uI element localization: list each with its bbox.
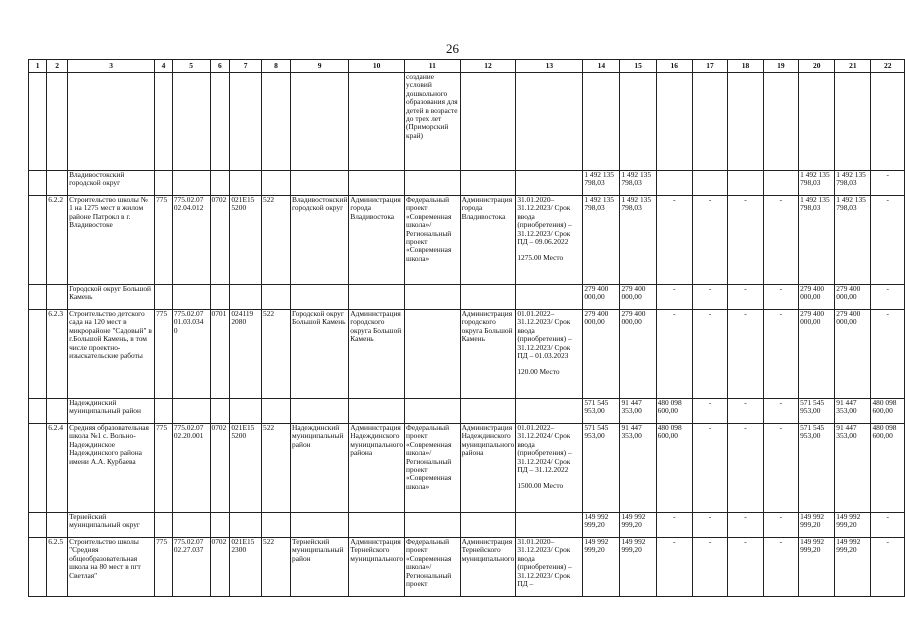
section-code: 0702 bbox=[210, 196, 230, 285]
empty-cell bbox=[210, 399, 230, 424]
program-code: 775.02.07 02.20.001 bbox=[172, 424, 210, 513]
empty-cell bbox=[405, 399, 461, 424]
terms-cell bbox=[516, 310, 583, 399]
terms-text: 31.01.2020–31.12.2023/ Срок ввода (приобретения) – 31.12.2023/ Срок ПД – 09.06.2022 bbox=[517, 195, 572, 247]
amount-cell: 91 447 353,00 bbox=[835, 399, 871, 424]
amount-cell: 91 447 353,00 bbox=[620, 399, 656, 424]
item-number: 6.2.4 bbox=[47, 424, 68, 513]
empty-cell bbox=[230, 399, 262, 424]
customer-cell: Администрация города Владивостока bbox=[349, 196, 405, 285]
project-cell: создание условий дошкольного образования для детей в возрасте до трех лет (Приморский край) bbox=[405, 73, 461, 171]
amount-cell bbox=[692, 171, 727, 196]
empty-cell bbox=[291, 513, 349, 538]
target-code: 021E15 2300 bbox=[230, 538, 262, 597]
section-code: 0702 bbox=[210, 424, 230, 513]
amount-cell: 1 492 135 798,03 bbox=[583, 196, 620, 285]
empty-cell bbox=[871, 73, 905, 171]
empty-cell bbox=[516, 73, 583, 171]
object-name: Строительство детского сада на 120 мест в микрорайоне "Садовый" в г.Большой Камень, в том числе проектно-изыскательские работы bbox=[68, 310, 155, 399]
municipality-subtotal-row bbox=[29, 171, 905, 196]
empty-cell bbox=[29, 285, 47, 310]
empty-cell bbox=[349, 285, 405, 310]
amount-cell: 571 545 953,00 bbox=[583, 424, 620, 513]
terms-cell bbox=[516, 538, 583, 597]
empty-cell bbox=[29, 73, 47, 171]
column-header: 21 bbox=[835, 60, 871, 73]
amount-cell: 279 400 000,00 bbox=[583, 310, 620, 399]
empty-cell bbox=[262, 171, 291, 196]
empty-cell bbox=[155, 285, 173, 310]
header-row bbox=[29, 60, 905, 73]
amount-cell: 149 992 999,20 bbox=[583, 538, 620, 597]
terms-text: 01.01.2022–31.12.2023/ Срок ввода (приобретения) – 31.12.2023/ Срок ПД – 01.03.2023 bbox=[517, 309, 572, 361]
developer-cell: Администрация города Владивостока bbox=[460, 196, 516, 285]
amount-cell: 149 992 999,20 bbox=[799, 513, 835, 538]
amount-cell: - bbox=[728, 424, 763, 513]
empty-cell bbox=[460, 399, 516, 424]
empty-cell bbox=[230, 513, 262, 538]
amount-cell bbox=[763, 171, 798, 196]
amount-cell: 279 400 000,00 bbox=[799, 285, 835, 310]
amount-cell: - bbox=[871, 513, 905, 538]
amount-cell: - bbox=[692, 196, 727, 285]
empty-cell bbox=[172, 171, 210, 196]
object-row bbox=[29, 424, 905, 513]
capacity-text: 1275.00 Место bbox=[517, 253, 564, 263]
column-header: 17 bbox=[692, 60, 727, 73]
amount-cell: - bbox=[763, 399, 798, 424]
amount-cell: 571 545 953,00 bbox=[799, 399, 835, 424]
target-code: 021E15 5200 bbox=[230, 424, 262, 513]
empty-cell bbox=[349, 399, 405, 424]
amount-cell: - bbox=[728, 538, 763, 597]
object-row bbox=[29, 310, 905, 399]
target-code: 024119 2080 bbox=[230, 310, 262, 399]
column-header: 16 bbox=[656, 60, 692, 73]
empty-cell bbox=[692, 73, 727, 171]
amount-cell: - bbox=[871, 285, 905, 310]
amount-cell: - bbox=[763, 538, 798, 597]
empty-cell bbox=[349, 73, 405, 171]
amount-cell: 279 400 000,00 bbox=[799, 310, 835, 399]
empty-cell bbox=[230, 285, 262, 310]
expense-type-code: 522 bbox=[262, 196, 291, 285]
amount-cell: 149 992 999,20 bbox=[583, 513, 620, 538]
customer-cell: Администрация городского округа Большой Камень bbox=[349, 310, 405, 399]
amount-cell: - bbox=[871, 196, 905, 285]
column-header: 8 bbox=[262, 60, 291, 73]
customer-cell: Администрация Надеждинского муниципального района bbox=[349, 424, 405, 513]
amount-cell bbox=[656, 171, 692, 196]
municipality-name: Тернейский муниципальный округ bbox=[68, 513, 155, 538]
amount-cell: - bbox=[692, 513, 727, 538]
amount-cell: - bbox=[656, 196, 692, 285]
amount-cell: 279 400 000,00 bbox=[620, 285, 656, 310]
amount-cell: - bbox=[728, 196, 763, 285]
amount-cell: 1 492 135 798,03 bbox=[620, 196, 656, 285]
column-header: 3 bbox=[68, 60, 155, 73]
amount-cell: 149 992 999,20 bbox=[835, 538, 871, 597]
amount-cell: - bbox=[692, 310, 727, 399]
amount-cell bbox=[728, 171, 763, 196]
item-number: 6.2.3 bbox=[47, 310, 68, 399]
column-header: 1 bbox=[29, 60, 47, 73]
developer-cell: Администрация городского округа Большой Камень bbox=[460, 310, 516, 399]
amount-cell: 1 492 135 798,03 bbox=[583, 171, 620, 196]
empty-cell bbox=[728, 73, 763, 171]
column-header: 19 bbox=[763, 60, 798, 73]
empty-cell bbox=[210, 285, 230, 310]
column-header: 4 bbox=[155, 60, 173, 73]
ministry-code: 775 bbox=[155, 310, 173, 399]
column-header: 6 bbox=[210, 60, 230, 73]
amount-cell: - bbox=[656, 310, 692, 399]
amount-cell: 1 492 135 798,03 bbox=[835, 196, 871, 285]
amount-cell: 149 992 999,20 bbox=[620, 513, 656, 538]
amount-cell: - bbox=[692, 424, 727, 513]
column-header: 9 bbox=[291, 60, 349, 73]
amount-cell: - bbox=[871, 310, 905, 399]
amount-cell: - bbox=[871, 171, 905, 196]
object-name: Средняя образовательная школа №1 с. Вольно-Надеждинское Надеждинского района имени А.А. Курбаева bbox=[68, 424, 155, 513]
amount-cell: 1 492 135 798,03 bbox=[799, 196, 835, 285]
program-code: 775.02.07 02.27.037 bbox=[172, 538, 210, 597]
amount-cell: - bbox=[763, 310, 798, 399]
budget-table bbox=[28, 59, 905, 597]
empty-cell bbox=[583, 73, 620, 171]
amount-cell: - bbox=[763, 285, 798, 310]
amount-cell: 149 992 999,20 bbox=[620, 538, 656, 597]
project-cell bbox=[405, 310, 461, 399]
empty-cell bbox=[210, 73, 230, 171]
empty-cell bbox=[656, 73, 692, 171]
empty-cell bbox=[47, 285, 68, 310]
empty-cell bbox=[29, 310, 47, 399]
ministry-code: 775 bbox=[155, 538, 173, 597]
column-header: 5 bbox=[172, 60, 210, 73]
empty-cell bbox=[172, 285, 210, 310]
column-header: 10 bbox=[349, 60, 405, 73]
empty-cell bbox=[460, 285, 516, 310]
amount-cell: - bbox=[728, 310, 763, 399]
empty-cell bbox=[262, 399, 291, 424]
empty-cell bbox=[29, 171, 47, 196]
empty-cell bbox=[460, 513, 516, 538]
amount-cell: - bbox=[656, 285, 692, 310]
empty-cell bbox=[47, 399, 68, 424]
amount-cell: 149 992 999,20 bbox=[799, 538, 835, 597]
amount-cell: - bbox=[656, 513, 692, 538]
amount-cell: - bbox=[692, 285, 727, 310]
empty-cell bbox=[230, 73, 262, 171]
capacity-text: 120.00 Место bbox=[517, 367, 560, 377]
empty-cell bbox=[210, 513, 230, 538]
municipality-cell: Владивостокский городской округ bbox=[291, 196, 349, 285]
amount-cell: - bbox=[656, 538, 692, 597]
empty-cell bbox=[349, 171, 405, 196]
section-code: 0702 bbox=[210, 538, 230, 597]
ministry-code: 775 bbox=[155, 424, 173, 513]
municipality-cell: Городской округ Большой Камень bbox=[291, 310, 349, 399]
empty-cell bbox=[763, 73, 798, 171]
empty-cell bbox=[262, 513, 291, 538]
municipality-cell: Надеждинский муниципальный район bbox=[291, 424, 349, 513]
empty-cell bbox=[835, 73, 871, 171]
amount-cell: - bbox=[763, 196, 798, 285]
empty-cell bbox=[291, 73, 349, 171]
column-header: 7 bbox=[230, 60, 262, 73]
municipality-subtotal-row bbox=[29, 399, 905, 424]
empty-cell bbox=[262, 285, 291, 310]
amount-cell: 480 098 600,00 bbox=[871, 424, 905, 513]
terms-text: 31.01.2020–31.12.2023/ Срок ввода (приобретения) – 31.12.2023/ Срок ПД – bbox=[517, 537, 572, 589]
municipality-name: Надеждинский муниципальный район bbox=[68, 399, 155, 424]
object-name: Строительство школы "Средняя общеобразовательная школа на 80 мест в пгт Светлая" bbox=[68, 538, 155, 597]
empty-cell bbox=[155, 513, 173, 538]
expense-type-code: 522 bbox=[262, 424, 291, 513]
continuation-row bbox=[29, 73, 905, 171]
column-header: 14 bbox=[583, 60, 620, 73]
municipality-subtotal-row bbox=[29, 285, 905, 310]
column-header: 22 bbox=[871, 60, 905, 73]
developer-cell: Администрация Тернейского муниципального bbox=[460, 538, 516, 597]
amount-cell: - bbox=[692, 399, 727, 424]
amount-cell: 571 545 953,00 bbox=[799, 424, 835, 513]
developer-cell: Администрация Надеждинского муниципального района bbox=[460, 424, 516, 513]
column-header: 20 bbox=[799, 60, 835, 73]
amount-cell: - bbox=[728, 399, 763, 424]
amount-cell: - bbox=[871, 538, 905, 597]
empty-cell bbox=[29, 196, 47, 285]
empty-cell bbox=[516, 513, 583, 538]
empty-cell bbox=[349, 513, 405, 538]
terms-cell bbox=[516, 424, 583, 513]
amount-cell: - bbox=[763, 513, 798, 538]
empty-cell bbox=[262, 73, 291, 171]
municipality-subtotal-row bbox=[29, 513, 905, 538]
empty-cell bbox=[29, 513, 47, 538]
empty-cell bbox=[172, 399, 210, 424]
empty-cell bbox=[210, 171, 230, 196]
empty-cell bbox=[172, 513, 210, 538]
empty-cell bbox=[620, 73, 656, 171]
empty-cell bbox=[405, 285, 461, 310]
empty-cell bbox=[155, 171, 173, 196]
column-header: 12 bbox=[460, 60, 516, 73]
project-cell: Федеральный проект «Современная школа»/Региональный проект «Современная школа» bbox=[405, 196, 461, 285]
empty-cell bbox=[291, 399, 349, 424]
amount-cell: 1 492 135 798,03 bbox=[799, 171, 835, 196]
amount-cell: 279 400 000,00 bbox=[583, 285, 620, 310]
empty-cell bbox=[799, 73, 835, 171]
amount-cell: 480 098 600,00 bbox=[656, 399, 692, 424]
item-number: 6.2.5 bbox=[47, 538, 68, 597]
amount-cell: 1 492 135 798,03 bbox=[835, 171, 871, 196]
empty-cell bbox=[155, 399, 173, 424]
empty-cell bbox=[516, 285, 583, 310]
empty-cell bbox=[516, 399, 583, 424]
empty-cell bbox=[405, 171, 461, 196]
empty-cell bbox=[29, 424, 47, 513]
empty-cell bbox=[230, 171, 262, 196]
amount-cell: 279 400 000,00 bbox=[835, 285, 871, 310]
amount-cell: 279 400 000,00 bbox=[620, 310, 656, 399]
column-header: 11 bbox=[405, 60, 461, 73]
terms-text: 01.01.2022–31.12.2024/ Срок ввода (приобретения) – 31.12.2024/ Срок ПД – 31.12.2022 bbox=[517, 423, 572, 475]
customer-cell: Администрация Тернейского муниципального bbox=[349, 538, 405, 597]
empty-cell bbox=[172, 73, 210, 171]
amount-cell: 571 545 953,00 bbox=[583, 399, 620, 424]
project-cell: Федеральный проект «Современная школа»/Региональный проект bbox=[405, 538, 461, 597]
object-row bbox=[29, 196, 905, 285]
expense-type-code: 522 bbox=[262, 538, 291, 597]
empty-cell bbox=[460, 73, 516, 171]
empty-cell bbox=[460, 171, 516, 196]
empty-cell bbox=[291, 285, 349, 310]
amount-cell: - bbox=[728, 513, 763, 538]
empty-cell bbox=[405, 513, 461, 538]
empty-cell bbox=[68, 73, 155, 171]
amount-cell: - bbox=[763, 424, 798, 513]
amount-cell: 1 492 135 798,03 bbox=[620, 171, 656, 196]
amount-cell: - bbox=[692, 538, 727, 597]
empty-cell bbox=[29, 538, 47, 597]
object-name: Строительство школы № 1 на 1275 мест в жилом районе Патрокл в г. Владивостоке bbox=[68, 196, 155, 285]
empty-cell bbox=[291, 171, 349, 196]
amount-cell: 480 098 600,00 bbox=[871, 399, 905, 424]
amount-cell: 91 447 353,00 bbox=[835, 424, 871, 513]
empty-cell bbox=[47, 73, 68, 171]
column-header: 15 bbox=[620, 60, 656, 73]
empty-cell bbox=[155, 73, 173, 171]
municipality-name: Городской округ Большой Камень bbox=[68, 285, 155, 310]
project-cell: Федеральный проект «Современная школа»/Региональный проект «Современная школа» bbox=[405, 424, 461, 513]
empty-cell bbox=[47, 513, 68, 538]
capacity-text: 1500.00 Место bbox=[517, 481, 564, 491]
item-number: 6.2.2 bbox=[47, 196, 68, 285]
program-code: 775.02.07 01.03.034 0 bbox=[172, 310, 210, 399]
amount-cell: 91 447 353,00 bbox=[620, 424, 656, 513]
municipality-cell: Тернейский муниципальный район bbox=[291, 538, 349, 597]
column-header: 2 bbox=[47, 60, 68, 73]
empty-cell bbox=[29, 399, 47, 424]
expense-type-code: 522 bbox=[262, 310, 291, 399]
empty-cell bbox=[47, 171, 68, 196]
ministry-code: 775 bbox=[155, 196, 173, 285]
amount-cell: 480 098 600,00 bbox=[656, 424, 692, 513]
page-number: 26 bbox=[446, 41, 459, 56]
municipality-name: Владивостокский городской округ bbox=[68, 171, 155, 196]
empty-cell bbox=[516, 171, 583, 196]
amount-cell: 149 992 999,20 bbox=[835, 513, 871, 538]
column-header: 18 bbox=[728, 60, 763, 73]
terms-cell bbox=[516, 196, 583, 285]
column-header: 13 bbox=[516, 60, 583, 73]
object-row bbox=[29, 538, 905, 597]
program-code: 775.02.07 02.04.012 bbox=[172, 196, 210, 285]
section-code: 0701 bbox=[210, 310, 230, 399]
amount-cell: - bbox=[728, 285, 763, 310]
target-code: 021E15 5200 bbox=[230, 196, 262, 285]
amount-cell: 279 400 000,00 bbox=[835, 310, 871, 399]
